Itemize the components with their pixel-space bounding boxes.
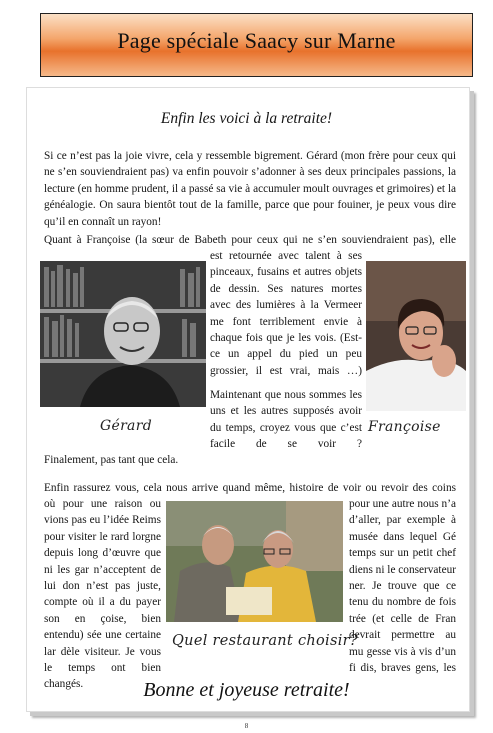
caption-francoise: Françoise <box>368 419 441 435</box>
paragraph-francoise-column: est retournée avec talent à ses pinceaux, fusains et autres objets de dessin. Ses natures mortes avec des lumières à la Vermeer me font terriblement envie à chaque fois que je les vois. (Est-ce un appel du pied un peu grossier, il est vrai, mais …) <box>210 250 362 377</box>
paragraph-visits-left: où pour une raison ou vions pas eu l’idée Reims pour visiter le rard lorgne depuis long d’œuvre que ni les gar n’acceptent de lui don n’est pas juste, compte où il a du payer son en çoise, bien entendu) sée une certaine lar dèle visiteur. Je vous le temps ont bien changés. <box>44 498 161 691</box>
page-number: 8 <box>244 722 249 730</box>
paragraph-visits-intro: Enfin rassurez vous, cela nous arrive quand même, histoire de voir ou revoir des coins <box>44 482 456 494</box>
photo-gerard <box>40 261 206 407</box>
photo-francoise <box>366 261 466 411</box>
title-banner <box>40 13 473 77</box>
paragraph-francoise-intro: Quant à Françoise (la sœur de Babeth pour ceux qui ne s’en souviendraient pas), elle <box>44 234 456 246</box>
paragraph-visits-column: Maintenant que nous sommes les uns et les autres supposés avoir du temps, croyez vous que c’est facile de se voir ? <box>210 389 362 451</box>
caption-couple: Quel restaurant choisir? <box>172 633 358 649</box>
paragraph-visits-right: pour une autre nous n’a d’aller, par exemple à musée dans lequel Gé temps sur un petit chef diens ni le conservateur ner. Je trouve que ce tenu du nombre de fois trée (et celle de Fran devrait permettre au mu gesse vis à vis d’un fi dis, braves gens, les <box>349 498 456 675</box>
closing-wish: Bonne et joyeuse retraite! <box>143 679 350 701</box>
paragraph-finalement: Finalement, pas tant que cela. <box>44 454 179 466</box>
paragraph-gerard: Si ce n’est pas la joie vivre, cela y ressemble bigrement. Gérard (mon frère pour ceux qui ne s’en souviendraient pas) va enfin pouvoir s’adonner à ses deux principales passions, la lecture (en homme prudent, il a passé sa vie à accumuler moult ouvrages et grimoires) et la généalogie. On saura bientôt tout de la famille, parce que pour fouiner, je peux vous dire qu’il en connaît un rayon! <box>44 150 456 228</box>
photo-couple <box>166 501 343 622</box>
page-title: Page spéciale Saacy sur Marne <box>117 28 396 53</box>
article-subtitle: Enfin les voici à la retraite! <box>160 110 333 127</box>
caption-gerard: Gérard <box>100 418 152 434</box>
